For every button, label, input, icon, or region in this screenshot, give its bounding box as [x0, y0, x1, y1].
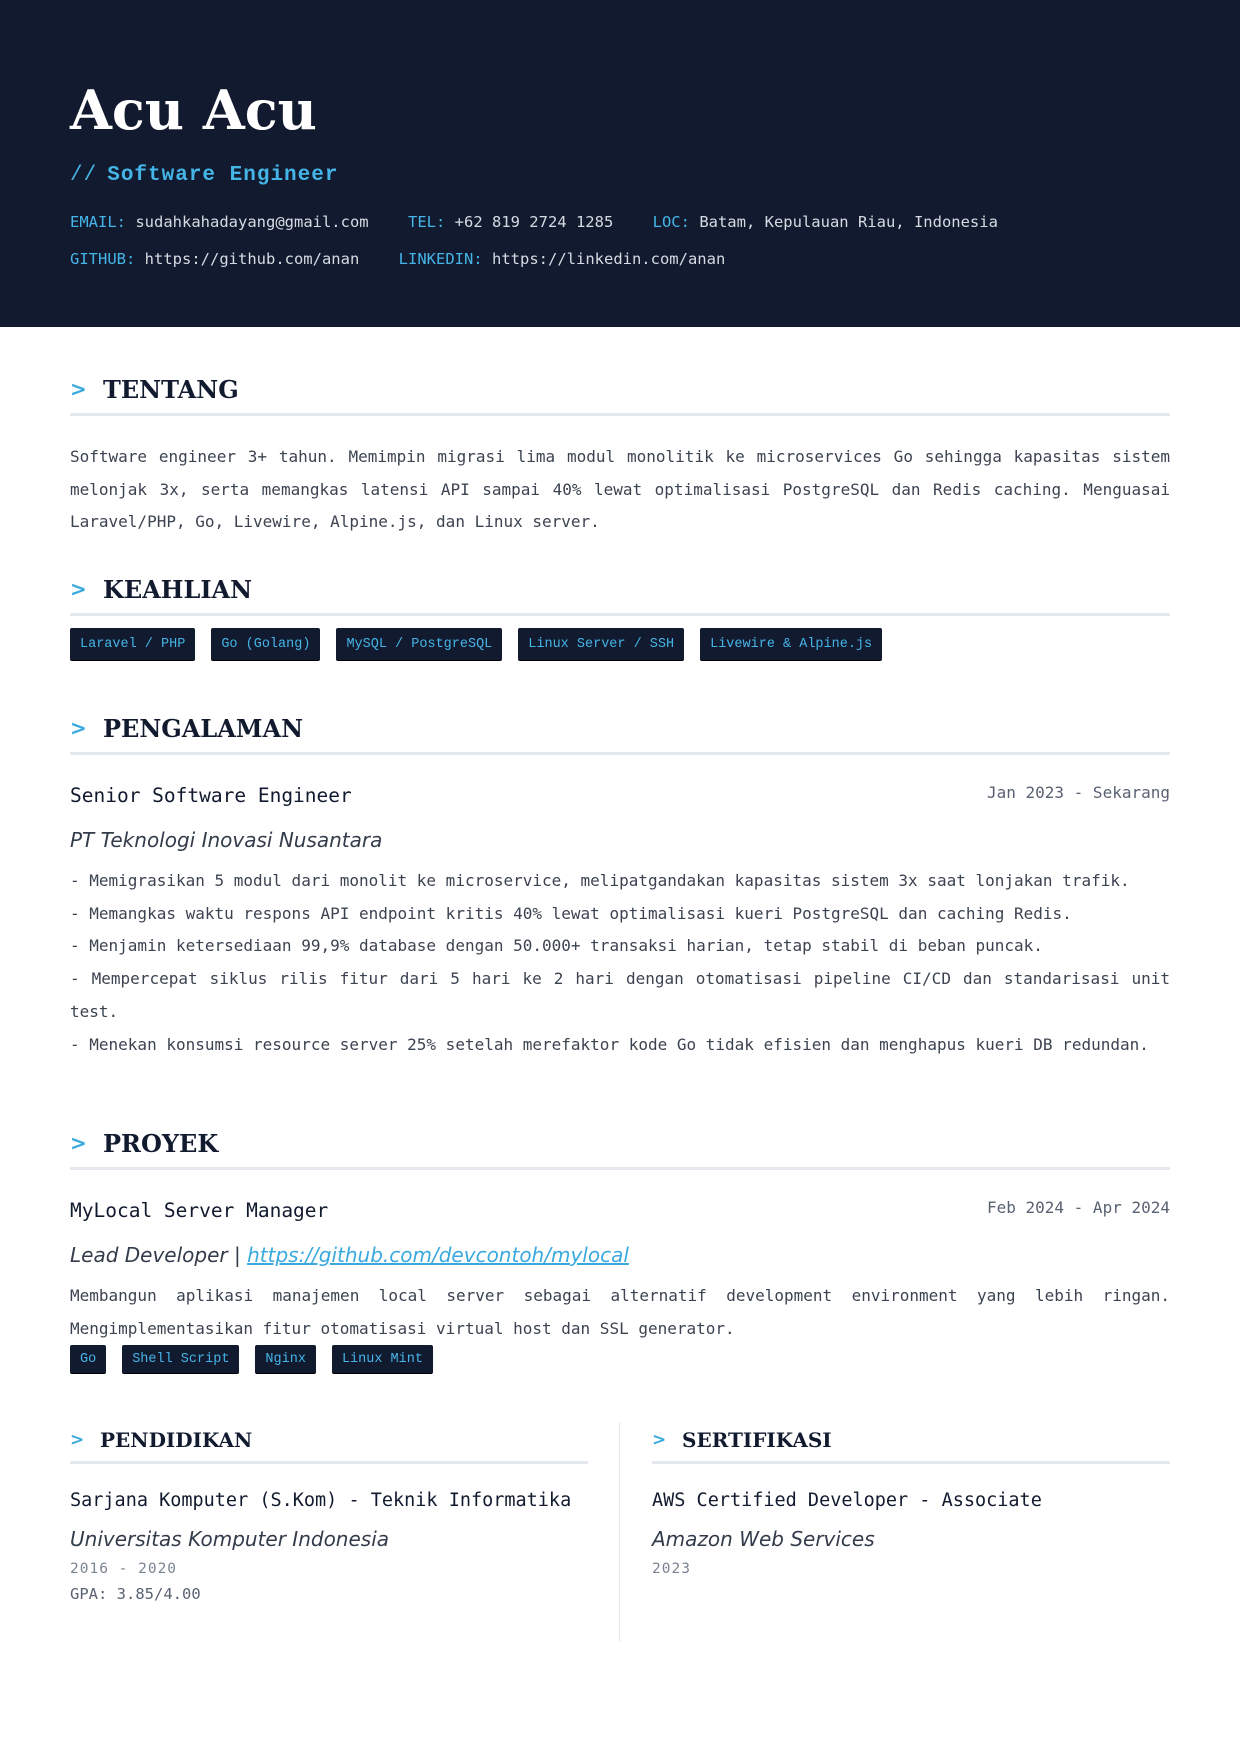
chevron-right-icon: > — [70, 1131, 87, 1155]
job-role — [70, 164, 338, 187]
school-name: Universitas Komputer Indonesia — [70, 1527, 390, 1551]
separator: | — [233, 1243, 241, 1267]
experience-bullets — [70, 865, 1170, 1061]
section-title: TENTANG — [103, 375, 239, 404]
certification-name: AWS Certified Developer - Associate — [652, 1490, 1042, 1511]
section-heading-skills — [70, 570, 1170, 616]
tech-tag: Linux Mint — [332, 1345, 433, 1374]
job-title: Senior Software Engineer — [70, 784, 352, 807]
education-gpa: GPA: 3.85/4.00 — [70, 1585, 201, 1603]
resume-header — [0, 0, 1240, 327]
project-role: Lead Developer — [70, 1243, 228, 1267]
project-title: MyLocal Server Manager — [70, 1199, 329, 1222]
chevron-right-icon: > — [70, 1430, 85, 1450]
job-date: Jan 2023 - Sekarang — [986, 783, 1170, 802]
project-date: Feb 2024 - Apr 2024 — [986, 1198, 1170, 1217]
list-item: - Menekan konsumsi resource server 25% setelah merefaktor kode Go tidak efisien dan menghapus kueri DB redundan. — [70, 1034, 1149, 1054]
section-heading-education — [70, 1418, 588, 1464]
certification-year: 2023 — [652, 1561, 691, 1577]
project-link[interactable]: https://github.com/devcontoh/mylocal — [247, 1243, 629, 1267]
chevron-right-icon: > — [70, 577, 87, 601]
skill-tag: Laravel / PHP — [70, 628, 195, 661]
contact-github[interactable]: GITHUB: https://github.com/anan — [70, 250, 360, 268]
section-title: PROYEK — [103, 1129, 219, 1158]
chevron-right-icon: > — [652, 1430, 667, 1450]
role-prefix: // — [70, 164, 98, 187]
company-name: PT Teknologi Inovasi Nusantara — [70, 828, 383, 852]
column-divider — [619, 1422, 620, 1642]
tech-tag: Nginx — [255, 1345, 316, 1374]
full-name: Acu Acu — [70, 78, 317, 142]
skill-tag: Linux Server / SSH — [518, 628, 684, 661]
degree-title: Sarjana Komputer (S.Kom) - Teknik Informatika — [70, 1490, 572, 1511]
section-heading-projects — [70, 1124, 1170, 1170]
list-item: - Memigrasikan 5 modul dari monolit ke microservice, melipatgandakan kapasitas sistem 3x saat lonjakan trafik. — [70, 871, 1130, 890]
section-title: PENGALAMAN — [103, 714, 304, 743]
project-tags — [70, 1345, 433, 1374]
certification-issuer: Amazon Web Services — [652, 1527, 875, 1551]
about-text: Software engineer 3+ tahun. Memimpin migrasi lima modul monolitik ke microservices Go sehingga kapasitas sistem melonjak 3x, serta memangkas latensi API sampai 40% lewat optimalisasi PostgreSQL dan Redis caching. Menguasai Laravel/PHP, Go, Livewire, Alpine.js, dan Linux server. — [70, 447, 1170, 531]
skill-tags — [70, 628, 882, 661]
list-item: - Memangkas waktu respons API endpoint kritis 40% lewat optimalisasi kueri PostgreSQL dan caching Redis. — [70, 903, 1072, 923]
contact-row-2 — [70, 250, 755, 268]
chevron-right-icon: > — [70, 716, 87, 740]
section-title: KEAHLIAN — [103, 575, 253, 604]
project-description: Membangun aplikasi manajemen local server sebagai alternatif development environment yang lebih ringan. Mengimplementasikan fitur otomatisasi virtual host dan SSL generator. — [70, 1286, 1170, 1338]
list-item: - Menjamin ketersediaan 99,9% database dengan 50.000+ transaksi harian, tetap stabil di beban puncak. — [70, 936, 1043, 956]
contact-location: LOC: Batam, Kepulauan Riau, Indonesia — [652, 213, 998, 231]
skill-tag: MySQL / PostgreSQL — [336, 628, 502, 661]
contact-row-1 — [70, 213, 1028, 231]
tech-tag: Go — [70, 1345, 106, 1374]
tech-tag: Shell Script — [122, 1345, 239, 1374]
contact-email[interactable]: EMAIL: sudahkahadayang@gmail.com — [70, 213, 369, 231]
section-heading-certifications — [652, 1418, 1170, 1464]
contact-phone[interactable]: TEL: +62 819 2724 1285 — [407, 213, 614, 231]
section-title: PENDIDIKAN — [100, 1428, 253, 1452]
role-text: Software Engineer — [107, 164, 339, 187]
chevron-right-icon: > — [70, 377, 87, 401]
list-item: - Mempercepat siklus rilis fitur dari 5 hari ke 2 hari dengan otomatisasi pipeline CI/CD dan standarisasi unit test. — [70, 969, 1170, 1021]
section-heading-experience — [70, 709, 1170, 755]
section-heading-about — [70, 370, 1170, 416]
section-title: SERTIFIKASI — [682, 1428, 832, 1452]
contact-linkedin[interactable]: LINKEDIN: https://linkedin.com/anan — [398, 250, 726, 268]
skill-tag: Go (Golang) — [211, 628, 320, 661]
education-years: 2016 - 2020 — [70, 1561, 178, 1577]
skill-tag: Livewire & Alpine.js — [700, 628, 882, 661]
project-role-line — [70, 1243, 629, 1267]
